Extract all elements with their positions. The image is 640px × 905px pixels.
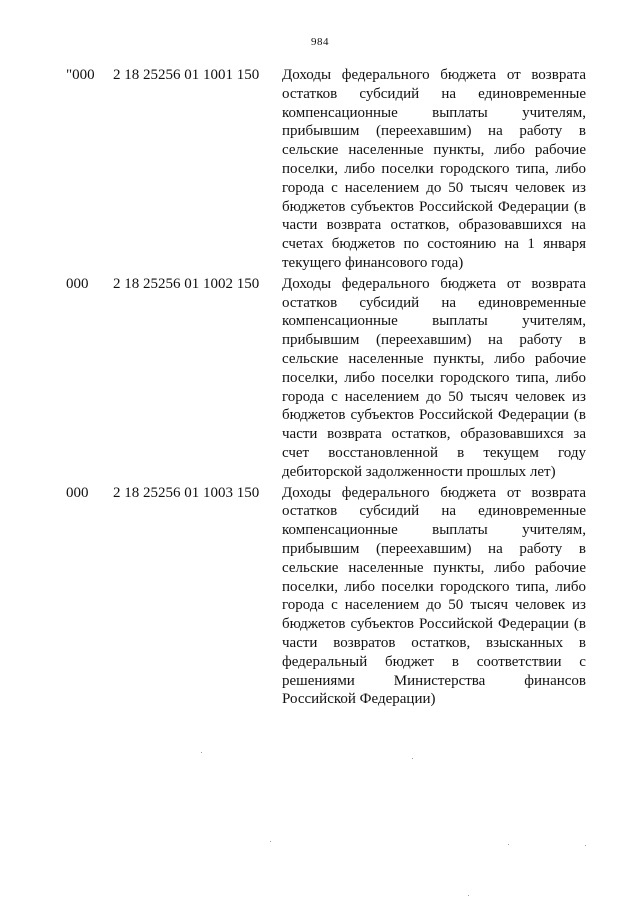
description-line: [282, 672, 586, 691]
description-word: выплаты: [432, 104, 488, 121]
description-line: [282, 521, 586, 540]
description-word: на: [488, 332, 503, 349]
description-word: пункты,: [433, 142, 485, 159]
description-line: [282, 312, 586, 331]
description-word: текущего финансового года): [282, 254, 464, 271]
description-word: единовременные: [478, 503, 586, 520]
budget-codes-table: [0, 66, 640, 711]
description-line: [282, 653, 586, 672]
description-word: на: [441, 503, 456, 520]
description-word: за: [573, 426, 586, 443]
description-line: [282, 141, 586, 160]
description-word: поселки: [381, 160, 434, 177]
description-word: учителям,: [522, 104, 586, 121]
description-word: либо: [494, 350, 525, 367]
description-line: [282, 198, 586, 217]
description-word: из: [572, 388, 586, 405]
description-word: остатков,: [411, 634, 471, 651]
description-word: населением: [344, 597, 420, 614]
description-word: января: [543, 236, 586, 253]
description-line: [282, 484, 586, 503]
description-word: по: [403, 236, 419, 253]
description-word: типа,: [515, 160, 549, 177]
description-word: федерального: [341, 67, 430, 83]
description-word: 50: [448, 597, 464, 614]
description-word: с: [331, 597, 338, 614]
description-word: с: [579, 653, 586, 670]
description-word: либо: [344, 160, 376, 177]
description-word: Доходы: [282, 275, 332, 292]
description-word: счетах: [282, 236, 324, 253]
description-word: счет: [282, 444, 310, 461]
description-word: соответствии: [476, 653, 562, 670]
description-word: федеральный: [282, 653, 368, 670]
description-word: (в: [573, 198, 586, 215]
description-word: бюджета: [440, 67, 497, 83]
description-word: прибывшим: [282, 332, 360, 349]
description-line: [282, 463, 586, 482]
scan-speck: [468, 895, 469, 896]
description-word: Российской: [419, 616, 493, 633]
description-word: году: [557, 444, 586, 461]
description-word: из: [572, 179, 586, 196]
description-word: поселки: [381, 369, 434, 386]
description-word: федерального: [341, 484, 430, 501]
description-word: учителям,: [522, 522, 586, 539]
description-word: прибывшим: [282, 540, 360, 557]
description-word: типа,: [515, 369, 549, 386]
description-line: [282, 444, 586, 463]
description-word: единовременные: [478, 85, 586, 102]
income-description: [282, 66, 586, 273]
description-word: из: [572, 597, 586, 614]
description-word: сельские: [282, 142, 339, 159]
description-word: тысяч: [470, 179, 508, 196]
description-word: либо: [494, 142, 525, 159]
description-word: с: [331, 388, 338, 405]
description-word: человек: [514, 388, 566, 405]
description-word: состоянию: [427, 236, 497, 253]
description-word: на: [488, 123, 503, 140]
description-word: пункты,: [433, 559, 485, 576]
description-word: либо: [344, 578, 376, 595]
page-number: 984: [311, 36, 329, 48]
income-description: [282, 484, 586, 710]
description-word: выплаты: [432, 313, 488, 330]
description-word: рабочие: [534, 350, 586, 367]
description-word: населенные: [348, 350, 424, 367]
description-word: Федерации: [498, 407, 569, 424]
description-word: дебиторской задолженности прошлых лет): [282, 463, 556, 480]
description-word: Доходы: [282, 484, 332, 501]
table-row: [0, 484, 640, 710]
description-word: человек: [514, 179, 566, 196]
scan-speck: [585, 845, 586, 846]
description-line: [282, 406, 586, 425]
description-word: населением: [344, 179, 420, 196]
description-word: города: [282, 179, 325, 196]
description-line: [282, 66, 586, 85]
description-word: сельские: [282, 350, 339, 367]
description-word: взысканных: [486, 634, 564, 651]
budget-classification-code: 2 18 25256 01 1003 150: [113, 484, 260, 501]
admin-code: "000: [66, 67, 95, 83]
description-line: [282, 350, 586, 369]
description-word: населением: [344, 388, 420, 405]
description-line: [282, 615, 586, 634]
description-word: города: [282, 597, 325, 614]
description-word: бюджетов: [282, 407, 346, 424]
description-word: поселки: [381, 578, 434, 595]
admin-code: 000: [66, 484, 89, 501]
description-word: выплаты: [432, 522, 488, 539]
description-word: возврата: [327, 426, 382, 443]
description-word: населенные: [348, 559, 424, 576]
description-word: возврата: [326, 217, 382, 234]
description-word: либо: [494, 559, 525, 576]
description-word: в: [578, 332, 586, 349]
description-line: [282, 122, 586, 141]
description-line: [282, 254, 586, 273]
description-word: компенсационные: [282, 104, 398, 121]
description-word: работу: [519, 540, 563, 557]
description-word: части: [282, 426, 318, 443]
description-word: прибывшим: [282, 123, 360, 140]
description-word: образовавшихся: [460, 426, 564, 443]
description-word: Российской: [419, 198, 493, 215]
description-word: 50: [448, 179, 464, 196]
description-word: восстановленной: [328, 444, 438, 461]
description-word: до: [426, 388, 442, 405]
description-word: остатков,: [391, 426, 451, 443]
description-word: образовавшихся: [458, 217, 563, 234]
description-line: [282, 160, 586, 179]
description-word: текущем: [483, 444, 539, 461]
description-word: бюджет: [385, 653, 435, 670]
description-word: части: [282, 634, 318, 651]
description-word: остатков: [282, 85, 338, 102]
description-word: 1: [527, 236, 535, 253]
description-word: Российской: [419, 407, 493, 424]
description-word: финансов: [524, 672, 586, 689]
description-word: на: [488, 540, 503, 557]
description-word: либо: [555, 578, 586, 595]
description-word: городского: [440, 160, 510, 177]
description-word: бюджетов: [282, 198, 346, 215]
description-line: [282, 578, 586, 597]
description-line: [282, 388, 586, 407]
description-word: в: [457, 444, 465, 461]
description-word: рабочие: [534, 142, 586, 159]
description-word: решениями: [282, 672, 355, 689]
scan-speck: [270, 841, 271, 842]
description-word: компенсационные: [282, 522, 398, 539]
description-word: возврата: [531, 275, 586, 292]
description-line: [282, 540, 586, 559]
description-word: субъектов: [350, 407, 414, 424]
description-word: бюджетов: [282, 616, 346, 633]
description-line: [282, 690, 586, 709]
description-word: поселки,: [282, 160, 338, 177]
scan-speck: [201, 752, 202, 753]
description-word: на: [441, 294, 456, 311]
description-word: от: [506, 275, 521, 292]
description-word: от: [506, 67, 521, 83]
description-word: федерального: [341, 275, 430, 292]
admin-code: 000: [66, 275, 89, 292]
description-line: [282, 331, 586, 350]
description-line: [282, 596, 586, 615]
description-word: Доходы: [282, 67, 332, 83]
description-word: тысяч: [470, 597, 508, 614]
description-word: бюджета: [440, 484, 497, 501]
description-word: бюджета: [440, 275, 497, 292]
description-word: рабочие: [534, 559, 586, 576]
description-word: работу: [519, 332, 563, 349]
description-word: (переехавшим): [376, 123, 472, 140]
description-word: поселки,: [282, 578, 338, 595]
description-word: человек: [514, 597, 566, 614]
description-line: [282, 425, 586, 444]
description-word: Федерации: [498, 616, 569, 633]
description-word: работу: [519, 123, 563, 140]
description-word: в: [451, 653, 459, 670]
description-line: [282, 85, 586, 104]
description-word: субъектов: [350, 198, 414, 215]
description-word: остатков,: [390, 217, 450, 234]
description-word: (переехавшим): [376, 540, 472, 557]
budget-classification-code: 2 18 25256 01 1001 150: [113, 67, 260, 83]
description-word: с: [331, 179, 338, 196]
description-word: на: [441, 85, 456, 102]
description-word: поселки,: [282, 369, 338, 386]
description-word: городского: [440, 578, 510, 595]
description-word: в: [578, 123, 586, 140]
description-word: населенные: [348, 142, 424, 159]
description-word: в: [578, 540, 586, 557]
description-word: типа,: [515, 578, 549, 595]
description-word: либо: [555, 160, 586, 177]
description-word: в: [578, 634, 586, 651]
description-line: [282, 369, 586, 388]
description-word: на: [571, 217, 586, 234]
description-word: части: [282, 217, 318, 234]
description-word: (в: [573, 616, 586, 633]
description-word: субсидий: [359, 85, 420, 102]
description-word: субсидий: [359, 503, 420, 520]
description-word: (в: [573, 407, 586, 424]
description-word: (переехавшим): [376, 332, 472, 349]
description-word: 50: [448, 388, 464, 405]
description-word: города: [282, 388, 325, 405]
description-word: Российской Федерации): [282, 691, 436, 708]
description-line: [282, 502, 586, 521]
description-word: тысяч: [470, 388, 508, 405]
description-word: от: [506, 484, 521, 501]
description-word: до: [426, 179, 442, 196]
description-line: [282, 216, 586, 235]
description-word: Министерства: [393, 672, 486, 689]
description-word: возврата: [531, 67, 586, 83]
description-word: Федерации: [498, 198, 569, 215]
description-line: [282, 275, 586, 294]
description-word: остатков: [282, 503, 338, 520]
description-word: субъектов: [350, 616, 414, 633]
description-word: возврата: [531, 484, 586, 501]
income-description: [282, 275, 586, 482]
description-word: учителям,: [522, 313, 586, 330]
scan-speck: [412, 758, 413, 759]
description-word: возвратов: [333, 634, 396, 651]
description-line: [282, 634, 586, 653]
scan-speck: [508, 844, 509, 845]
description-word: пункты,: [433, 350, 485, 367]
description-word: субсидий: [359, 294, 420, 311]
description-word: городского: [440, 369, 510, 386]
description-word: сельские: [282, 559, 339, 576]
description-word: либо: [555, 369, 586, 386]
description-word: на: [504, 236, 520, 253]
description-word: единовременные: [478, 294, 586, 311]
description-line: [282, 559, 586, 578]
description-line: [282, 104, 586, 123]
budget-classification-code: 2 18 25256 01 1002 150: [113, 275, 260, 292]
description-word: компенсационные: [282, 313, 398, 330]
description-line: [282, 235, 586, 254]
table-row: [0, 275, 640, 482]
description-line: [282, 294, 586, 313]
description-word: до: [426, 597, 442, 614]
description-word: бюджетов: [331, 236, 396, 253]
description-word: либо: [344, 369, 376, 386]
table-row: [0, 66, 640, 273]
description-line: [282, 179, 586, 198]
description-word: остатков: [282, 294, 338, 311]
